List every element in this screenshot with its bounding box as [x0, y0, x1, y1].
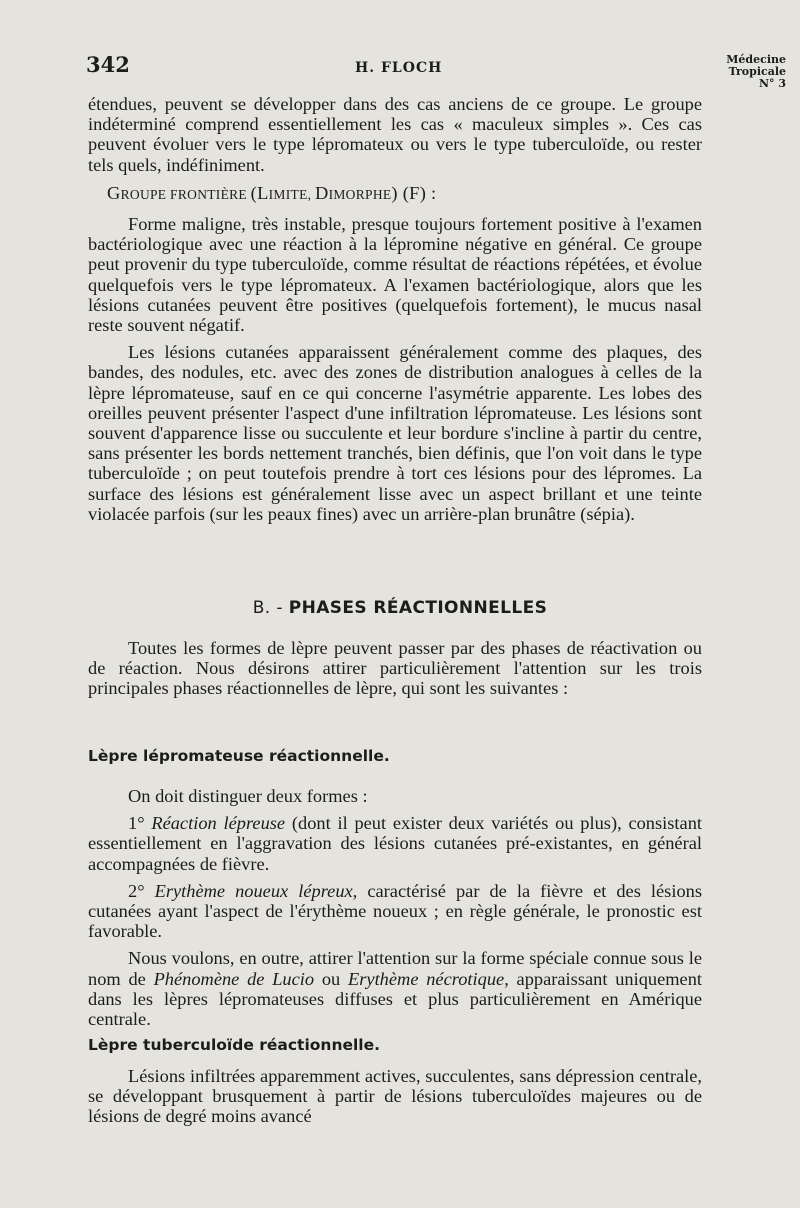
paragraph-continuation: étendues, peuvent se développer dans des cas anciens de ce groupe. Le groupe indéterminé comprend essentiellement les cas « maculeux simples ». Ces cas peuvent évoluer vers le type lépromateux ou vers le type tuberculoïde, ou rester tels quels, indéfiniment.	[88, 94, 702, 175]
paragraph-frontier-1: Forme maligne, très instable, presque toujours fortement positive à l'examen bactériologique avec une réaction à la lépromine négative en général. Ce groupe peut provenir du type tuberculoïde, comme résultat de réactions répétées, et évolue quelquefois vers le type lépromateux. A l'examen bactériologique, alors que les lésions cutanées peuvent être positives (quelquefois fortement), le mucus nasal reste souvent négatif.	[88, 214, 702, 336]
journal-tag	[726, 54, 786, 90]
text-block-phases	[88, 638, 702, 699]
text-block-tuberculoide	[88, 1066, 702, 1127]
list-item-1: 1° Réaction lépreuse (dont il peut exister deux variétés ou plus), consistant essentiellement en l'aggravation des lésions cutanées pré-existantes, en général accompagnées de fièvre.	[88, 813, 702, 874]
list-item-2: 2° Erythème noueux lépreux, caractérisé par de la fièvre et des lésions cutanées ayant l'aspect de l'érythème noueux ; en règle générale, le pronostic est favorable.	[88, 880, 702, 942]
paragraph-frontier-2: Les lésions cutanées apparaissent généralement comme des plaques, des bandes, des nodules, etc. avec des zones de distribution analogues à celles de la lèpre lépromateuse, sauf en ce qui concerne l'asymétrie apparente. Les lobes des oreilles peuvent présenter l'aspect d'une infiltration lépromateuse. Les lésions sont souvent d'apparence lisse ou succulente et leur bordure s'incline à partir du centre, sans présenter les bords nettement tranchés, bien définis, que l'on voit dans le type tuberculoïde ; on peut toutefois prendre à tort ces lésions pour des lépromes. La surface des lésions est généralement lisse avec un aspect brillant et une teinte violacée parfois (sur les peaux fines) avec un arrière-plan brunâtre (sépia).	[88, 342, 702, 524]
paragraph-lucio: Nous voulons, en outre, attirer l'attention sur la forme spéciale connue sous le nom de Phénomène de Lucio ou Erythème nécrotique, apparaissant uniquement dans les lèpres lépromateuses diffuses et plus particulièrement en Amérique centrale.	[88, 948, 703, 1030]
paragraph-phases-intro: Toutes les formes de lèpre peuvent passer par des phases de réactivation ou de réaction. Nous désirons attirer particulièrement l'attention sur les trois principales phases réactionnelles de lèpre, qui sont les suivantes :	[88, 638, 702, 699]
paragraph-tuberculoide: Lésions infiltrées apparemment actives, succulentes, sans dépression centrale, se développant brusquement à partir de lésions tuberculoïdes majeures ou de lésions de degré moins avancé	[88, 1066, 702, 1127]
journal-name-line1: Médecine	[726, 53, 786, 66]
journal-name-line2: Tropicale	[728, 65, 786, 78]
page-number: 342	[86, 52, 130, 77]
subheading-lepromateuse: Lèpre lépromateuse réactionnelle.	[88, 747, 390, 765]
subheading-tuberculoide: Lèpre tuberculoïde réactionnelle.	[88, 1036, 381, 1054]
running-title: H. FLOCH	[355, 60, 443, 76]
paragraph-deux-formes: On doit distinguer deux formes :	[128, 786, 368, 806]
section-heading-b: B. - PHASES RÉACTIONNELLES	[252, 598, 548, 618]
frontier-group-heading: GROUPE FRONTIÈRE (LIMITE, DIMORPHE) (F) :	[107, 182, 437, 203]
text-block-frontier	[88, 94, 702, 524]
text-block-lepromateuse	[88, 786, 702, 1029]
journal-issue: N° 3	[758, 77, 786, 90]
